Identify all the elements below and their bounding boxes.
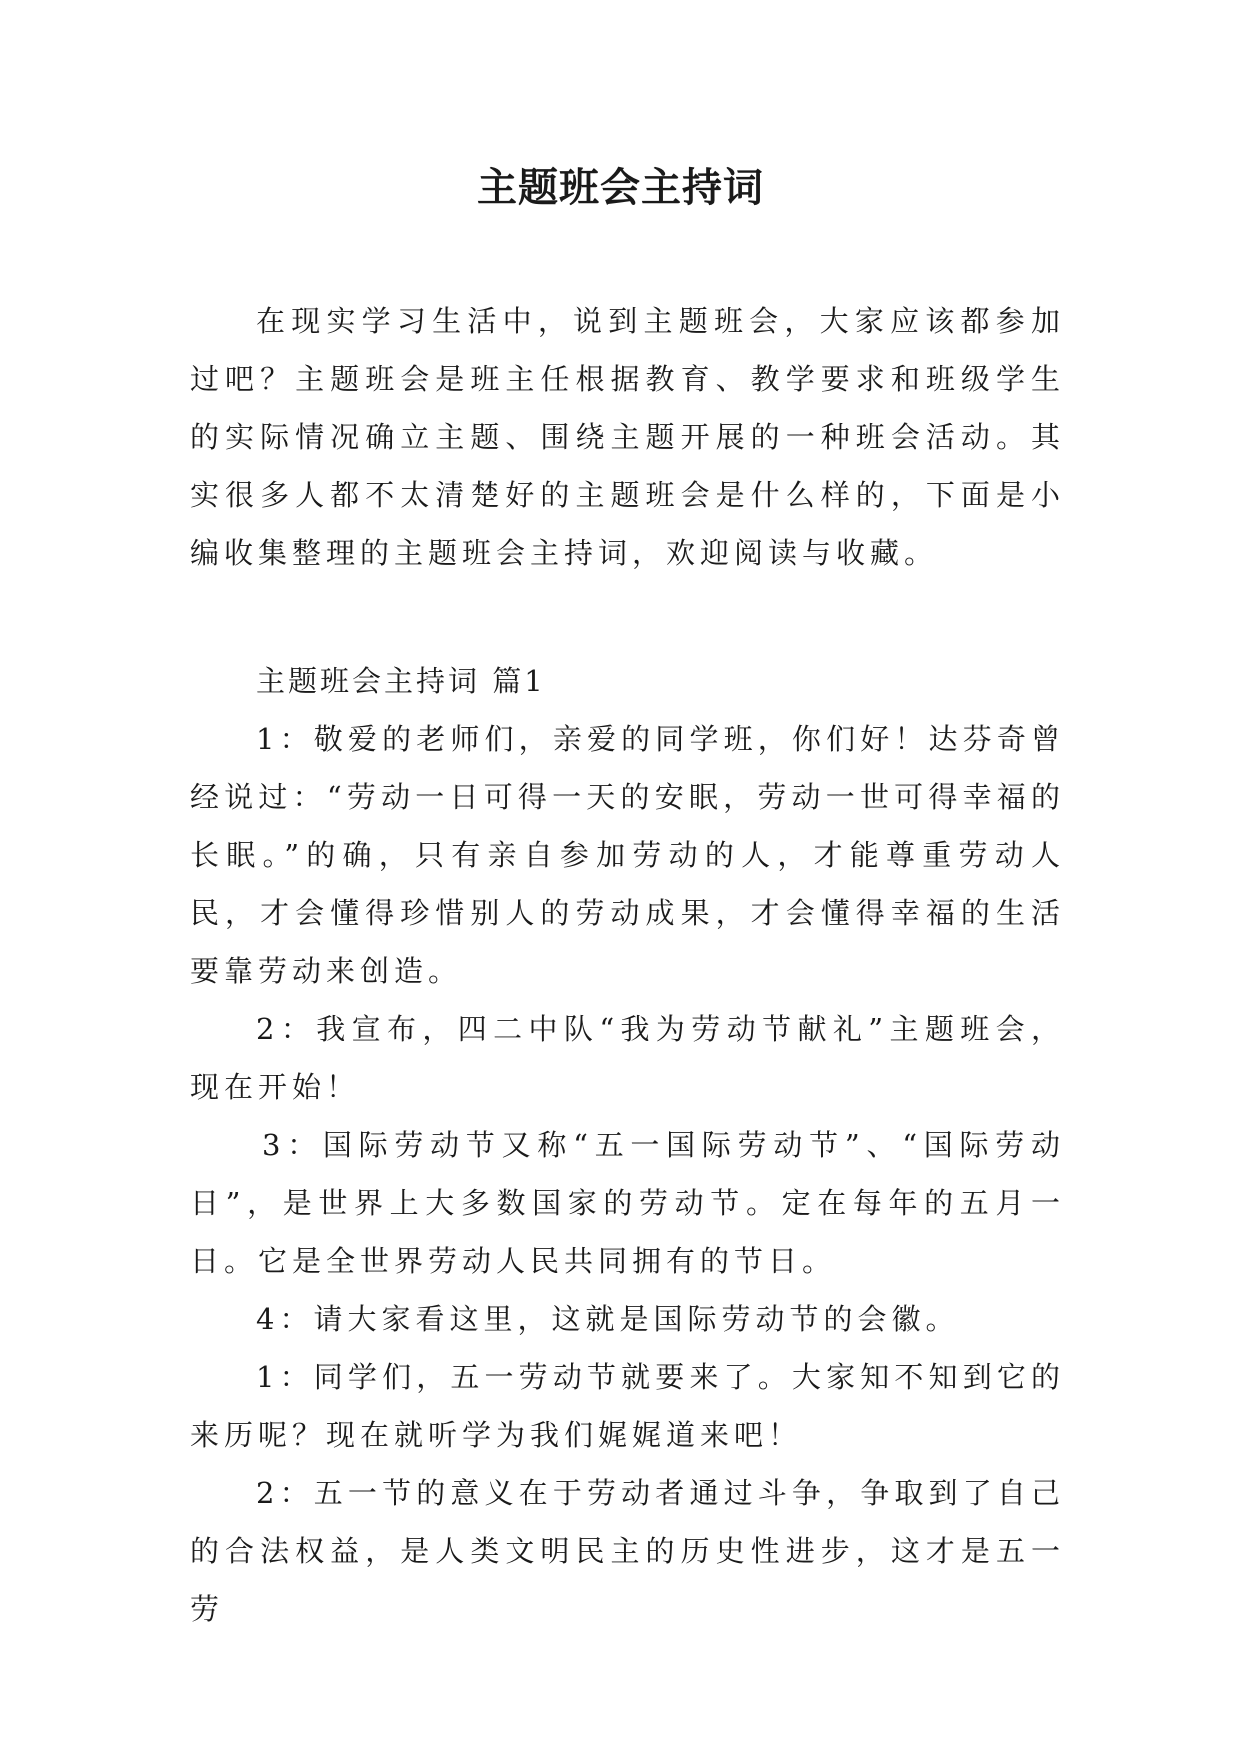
section-heading: 主题班会主持词 篇1 [256,664,546,698]
body-paragraph: 2：我宣布，四二中队“我为劳动节献礼”主题班会，现在开始！ [190,1012,1065,1104]
document-title: 主题班会主持词 [477,164,764,211]
body-paragraph: 1：敬爱的老师们，亲爱的同学班，你们好！达芬奇曾经说过：“劳动一日可得一天的安眠，劳动一世可得幸福的长眠。”的确，只有亲自参加劳动的人，才能尊重劳动人民，才会懂得珍惜别人的劳动成果，才会懂得幸福的生活要靠劳动来创造。 [190,722,1065,988]
document-body [190,292,1065,1638]
body-paragraph: 1：同学们，五一劳动节就要来了。大家知不知到它的来历呢？现在就听学为我们娓娓道来吧！ [190,1360,1065,1452]
body-paragraph: 2：五一节的意义在于劳动者通过斗争，争取到了自己的合法权益，是人类文明民主的历史性进步，这才是五一劳 [190,1476,1065,1626]
body-paragraph: 3：国际劳动节又称“五一国际劳动节”、“国际劳动日”，是世界上大多数国家的劳动节。定在每年的五月一日。它是全世界劳动人民共同拥有的节日。 [190,1128,1065,1278]
intro-paragraph: 在现实学习生活中，说到主题班会，大家应该都参加过吧？主题班会是班主任根据教育、教学要求和班级学生的实际情况确立主题、围绕主题开展的一种班会活动。其实很多人都不太清楚好的主题班会是什么样的，下面是小编收集整理的主题班会主持词，欢迎阅读与收藏。 [190,304,1065,570]
body-paragraph: 4：请大家看这里，这就是国际劳动节的会徽。 [256,1302,960,1336]
